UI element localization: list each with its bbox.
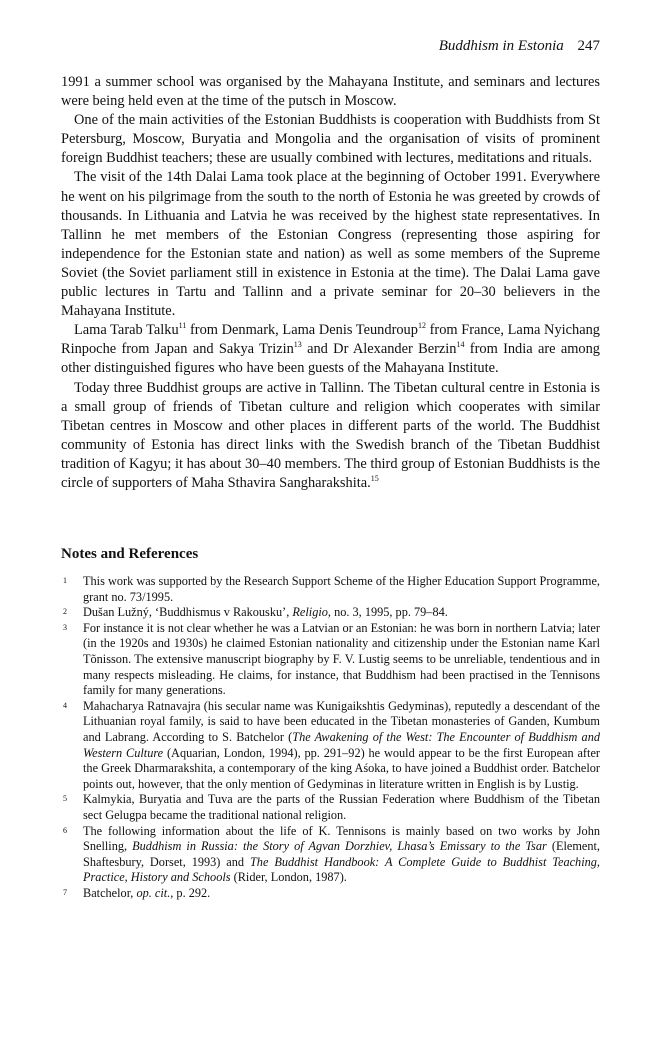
note-number: 3: [63, 622, 67, 632]
note-item: [61, 824, 600, 886]
note-text: This work was supported by the Research Support Scheme of the Higher Education Support Programme, grant no. 73/1995.: [83, 574, 600, 604]
notes-list: [61, 574, 600, 901]
note-number: 5: [63, 794, 67, 804]
note-text: Kalmykia, Buryatia and Tuva are the parts of the Russian Federation where Buddhism of the Tibetan sect Gelugpa became the traditional national religion.: [83, 792, 600, 822]
running-title: Buddhism in Estonia: [438, 38, 564, 54]
note-item: [61, 886, 600, 902]
running-header: [439, 38, 600, 55]
note-item: [61, 574, 600, 605]
note-item: [61, 605, 600, 621]
note-number: 1: [63, 576, 67, 585]
footnote-ref: 11: [178, 321, 187, 331]
paragraph: 1991 a summer school was organised by the Mahayana Institute, and seminars and lectures were being held even at the time of the putsch in Moscow.: [61, 74, 600, 110]
note-item: [61, 792, 600, 823]
footnote-ref: 12: [417, 321, 426, 331]
paragraph: Today three Buddhist groups are active in Tallinn. The Tibetan cultural centre in Estonia is a small group of friends of Tibetan culture and religion which cooperates with similar Tibetan centres in Moscow and other places in different parts of the world. The Buddhist community of Estonia has direct links with the Swedish branch of the Tibetan Buddhist tradition of Kagyu; it has about 30–40 members. The third group of Estonian Buddhists is the circle of supporters of Maha Sthavira Sangharakshita.$^{15}$: [61, 379, 600, 491]
footnote-ref: 14: [456, 340, 465, 350]
note-number: 6: [63, 825, 67, 835]
note-text: Batchelor, op. cit., p. 292.: [83, 885, 211, 900]
note-text: Mahacharya Ratnavajra (his secular name was Kunigaikshtis Gedyminas), reputedly a descendant of the Lithuanian royal family, is said to have been educated in the Tibetan monasteries of Ganden, Kumbum and Labrang. According to S. Batchelor (The Awakening of the West: The Encounter of Buddhism and Western Culture (Aquarian, London, 1994), pp. 291–92) he would appear to be the first European after the Greek Dharmarakshita, a contemporary of the king Aśoka, to have joined a Buddhist order. Batchelor points out, however, that the only mention of Gedyminas in literature written in English is by Lustig.: [83, 698, 600, 791]
note-text: For instance it is not clear whether he was a Latvian or an Estonian: he was born in northern Latvia; later (in the 1920s and 1930s) he claimed Estonian nationality and citizenship under the Estonian name Karl Tõnisson. The extensive manuscript biography by F. V. Lustig seems to be unreliable, tendentious and in many respects misleading. He claims, for instance, that Buddhism had been practised in the Tennisons family for many generations.: [83, 620, 600, 698]
note-number: 4: [63, 700, 67, 710]
footnote-ref: 15: [370, 474, 379, 484]
paragraph: One of the main activities of the Estonian Buddhists is cooperation with Buddhists from St Petersburg, Moscow, Buryatia and Mongolia and the organisation of visits of prominent foreign Buddhist teachers; these are usually combined with lectures, meditations and rituals.: [61, 112, 600, 167]
note-text: The following information about the life of K. Tennisons is mainly based on two works by John Snelling, Buddhism in Russia: the Story of Agvan Dorzhiev, Lhasa’s Emissary to the Tsar (Element, Shaftesbury, Dorset, 1993) and The Buddhist Handbook: A Complete Guide to Buddhist Teaching, Practice, History and Schools (Rider, London, 1987).: [83, 823, 600, 885]
note-text: Dušan Lužný, ‘Buddhismus v Rakousku’, Religio, no. 3, 1995, pp. 79–84.: [83, 605, 448, 620]
body-text: [61, 73, 600, 493]
note-number: 7: [63, 887, 67, 897]
page-number: 247: [577, 38, 600, 54]
paragraph: Lama Tarab Talku$^{11}$ from Denmark, Lama Denis Teundroup$^{12}$ from France, Lama Nyichang Rinpoche from Japan and Sakya Trizin$^{13}$ and Dr Alexander Berzin$^{14}$ from India are among other distinguished figures who have been guests of the Mahayana Institute.: [61, 321, 600, 377]
paragraph: The visit of the 14th Dalai Lama took place at the beginning of October 1991. Everywhere he went on his pilgrimage from the south to the north of Estonia he was greeted by crowds of thousands. In Lithuania and Latvia he was received by the highest state representatives. In Tallinn he met members of the Estonian Congress (representing those aspiring for independence for the Estonian state and nation) as well as some members of the Supreme Soviet (the Soviet parliament still in existence in Estonia at the time). The Dalai Lama gave public lectures in Tartu and Tallinn and a private seminar for 20–30 believers in the Mahayana Institute.: [61, 169, 600, 320]
note-item: [61, 699, 600, 793]
footnote-ref: 13: [293, 340, 302, 350]
note-item: [61, 621, 600, 699]
note-number: 2: [63, 607, 67, 617]
notes-heading: Notes and References: [61, 546, 199, 562]
